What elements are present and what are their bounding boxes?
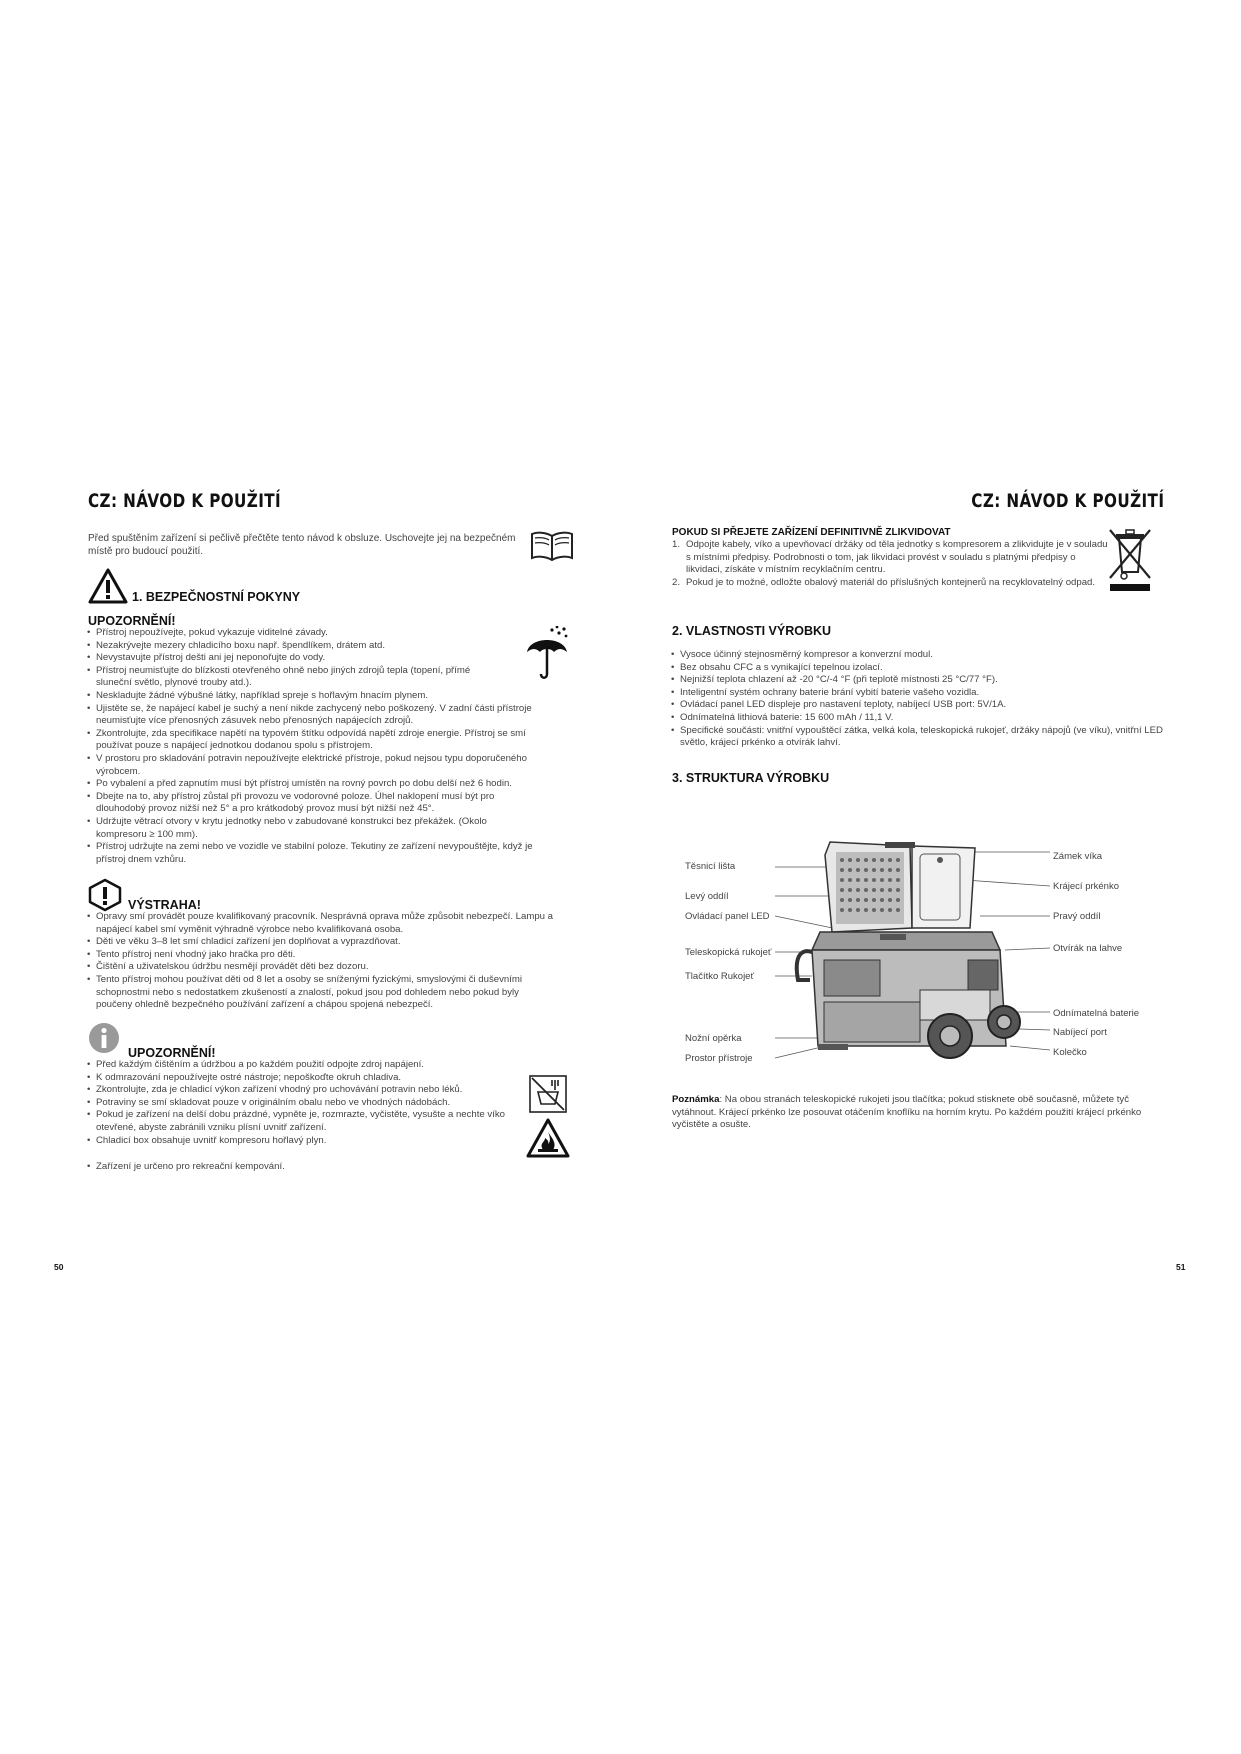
page-number: 50	[54, 1262, 64, 1272]
cooler-diagram	[770, 840, 1050, 1070]
page-number: 51	[1176, 1262, 1186, 1272]
notice-heading: UPOZORNĚNÍ!	[128, 1046, 216, 1060]
list-item: • Zkontrolujte, zda je chladicí výkon zařízení vhodný pro uchovávání potravin nebo léků.	[86, 1084, 516, 1097]
list-item: • Tento přístroj mohou používat děti od 8 let a osoby se sníženými fyzickými, smyslovými či duševními schopnostmi nebo s nedostatkem zkušeností a znalostí, pokud jsou pod dohledem nebo pokud byly poučeny ohledně bezpečného používání zařízení a chápou spojená nebezpečí.	[86, 974, 551, 1012]
list-item: • Nezakrývejte mezery chladicího boxu např. špendlíkem, drátem atd.	[86, 640, 551, 653]
label-telescopic-handle: Teleskopická rukojeť	[685, 947, 772, 958]
info-circle-icon	[88, 1022, 120, 1054]
notice-list	[86, 1059, 516, 1147]
list-item: • Přístroj nepoužívejte, pokud vykazuje viditelné závady.	[86, 627, 551, 640]
list-item: • Zařízení je určeno pro rekreační kempování.	[86, 1161, 516, 1174]
label-charging-port: Nabíjecí port	[1053, 1027, 1107, 1038]
flammable-warning-icon	[526, 1118, 570, 1158]
label-right-compartment: Pravý oddíl	[1053, 911, 1101, 922]
label-bottle-opener: Otvírák na lahve	[1053, 943, 1123, 954]
section3-heading: 3. STRUKTURA VÝROBKU	[672, 771, 830, 785]
list-item: • Čištění a uživatelskou údržbu nesmějí provádět děti bez dozoru.	[86, 961, 556, 974]
note-label: Poznámka	[672, 1094, 720, 1105]
list-item: • Pokud je zařízení na delší dobu prázdné, vypněte je, rozmrazte, vyčistěte, vysušte a nechte víko otevřené, abyste zabránili vzniku plísní uvnitř zařízení.	[86, 1109, 516, 1134]
no-food-contact-icon	[528, 1074, 568, 1114]
list-item: • Udržujte větrací otvory v krytu jednotky nebo v zabudované konstrukci bez překážek. (Okolo kompresoru ≥ 100 mm).	[86, 816, 526, 841]
label-left-compartment: Levý oddíl	[685, 891, 729, 902]
section1-heading: 1. BEZPEČNOSTNÍ POKYNY	[132, 590, 301, 604]
list-item: • Opravy smí provádět pouze kvalifikovaný pracovník. Nesprávná oprava může způsobit nebezpečí. Lampu a napájecí kabel smí vyměnit výhradně výrobce nebo kvalifikovaná osoba.	[86, 911, 556, 936]
list-item: • Bez obsahu CFC a s vynikající tepelnou izolací.	[670, 662, 1170, 675]
disposal-heading: POKUD SI PŘEJETE ZAŘÍZENÍ DEFINITIVNĚ ZLIKVIDOVAT	[672, 527, 951, 538]
warning-heading: UPOZORNĚNÍ!	[88, 614, 176, 628]
warning-list	[86, 627, 551, 866]
label-device-space: Prostor přístroje	[685, 1053, 753, 1064]
caution-exclamation-icon	[88, 878, 122, 912]
list-item: • Chladicí box obsahuje uvnitř kompresoru hořlavý plyn.	[86, 1135, 516, 1148]
list-item: • Neskladujte žádné výbušné látky, například spreje s hořlavým hnacím plynem.	[86, 690, 551, 703]
list-item: • Odnímatelná lithiová baterie: 15 600 mAh / 11,1 V.	[670, 712, 1170, 725]
manual-book-icon	[530, 530, 574, 562]
list-item: • Inteligentní systém ochrany baterie brání vybití baterie vašeho vozidla.	[670, 687, 1170, 700]
caution-heading: VÝSTRAHA!	[128, 898, 201, 912]
left-page	[0, 0, 620, 1754]
list-item: 1. Odpojte kabely, víko a upevňovací držáky od těla jednotky s kompresorem a zlikvidujte je v souladu s místními předpisy. Podrobnosti o tom, jak likvidaci provést v souladu s platnými předpisy o likvidaci, získáte v místním recyklačním centru.	[672, 539, 1108, 576]
list-item: • Potraviny se smí skladovat pouze v originálním obalu nebo ve vhodných nádobách.	[86, 1097, 516, 1110]
page-title: CZ: NÁVOD K POUŽITÍ	[88, 490, 282, 512]
label-led-panel: Ovládací panel LED	[685, 911, 770, 922]
intro-text: Před spuštěním zařízení si pečlivě přečtěte tento návod k obsluze. Uschovejte jej na bezpečném místě pro budoucí použití.	[88, 533, 516, 557]
notice-last-list	[86, 1161, 516, 1174]
warning-triangle-icon	[88, 568, 128, 604]
label-wheel: Kolečko	[1053, 1047, 1087, 1058]
list-item: • Zkontrolujte, zda specifikace napětí na typovém štítku odpovídá napětí zdroje energie. Přístroj se smí používat pouze s napájecí jednotkou dodanou spolu s přístrojem.	[86, 728, 551, 753]
list-item: 2. Pokud je to možné, odložte obalový materiál do příslušných kontejnerů na recyklovatelný odpad.	[672, 576, 1096, 588]
label-seal-strip: Těsnicí lišta	[685, 861, 736, 872]
label-footrest: Nožní opěrka	[685, 1033, 742, 1044]
list-item: • Tento přístroj není vhodný jako hračka pro děti.	[86, 949, 556, 962]
label-lid-lock: Zámek víka	[1053, 851, 1103, 862]
weee-crossed-bin-icon	[1107, 526, 1153, 594]
label-removable-battery: Odnímatelná baterie	[1053, 1008, 1140, 1019]
list-item: • Nejnižší teplota chlazení až -20 °C/-4 °F (při teplotě místnosti 25 °C/77 °F).	[670, 674, 1170, 687]
list-item: • K odmrazování nepoužívejte ostré nástroje; nepoškoďte okruh chladiva.	[86, 1072, 516, 1085]
features-list	[670, 649, 1170, 750]
caution-list	[86, 911, 556, 1012]
list-item: • Po vybalení a před zapnutím musí být přístroj umístěn na rovný povrch po dobu delší než 6 hodin.	[86, 778, 551, 791]
list-item: • Přístroj neumisťujte do blízkosti otevřeného ohně nebo jiných zdrojů tepla (topení, přímé sluneční světlo, plynové trouby atd.).	[86, 665, 496, 690]
list-item: • Ujistěte se, že napájecí kabel je suchý a není nikde zachycený nebo poškozený. V zadní části přístroje neumisťujte více přenosných zásuvek nebo přenosných napájecích zdrojů.	[86, 703, 551, 728]
list-item: • Ovládací panel LED displeje pro nastavení teploty, nabíjecí USB port: 5V/1A.	[670, 699, 1170, 712]
list-item: • Specifické součásti: vnitřní vypouštěcí zátka, velká kola, teleskopická rukojeť, držáky nápojů (ve víku), vnitřní LED světlo, krájecí prkénko a otvírák lahví.	[670, 725, 1170, 750]
label-cutting-board: Krájecí prkénko	[1053, 881, 1120, 892]
list-item: • Před každým čištěním a údržbou a po každém použití odpojte zdroj napájení.	[86, 1059, 516, 1072]
list-item: • Děti ve věku 3–8 let smí chladicí zařízení jen doplňovat a vyprazdňovat.	[86, 936, 556, 949]
right-page	[620, 0, 1240, 1754]
list-item: • Přístroj udržujte na zemi nebo ve vozidle ve stabilní poloze. Tekutiny ze zařízení nevypouštějte, když je přístroj dnem vzhůru.	[86, 841, 551, 866]
list-item: • Dbejte na to, aby přístroj zůstal při provozu ve vodorovné poloze. Úhel naklopení musí být pro dlouhodobý provoz nižší než 5° a pro krátkodobý provoz musí být nižší než 45°.	[86, 791, 536, 816]
label-handle-button: Tlačítko Rukojeť	[685, 971, 755, 982]
note-paragraph	[672, 1094, 1142, 1132]
list-item: • Vysoce účinný stejnosměrný kompresor a konverzní modul.	[670, 649, 1170, 662]
disposal-list	[672, 539, 1112, 589]
list-item: • V prostoru pro skladování potravin nepoužívejte elektrické přístroje, pokud nejsou typu doporučeného výrobcem.	[86, 753, 556, 778]
note-text: : Na obou stranách teleskopické rukojeti jsou tlačítka; pokud stisknete obě současně, můžete tyč vytáhnout. Krájecí prkénko lze posouvat otáčením knoflíku na horním krytu. Po každém použití krájecí prkénko vyčistěte a osušte.	[672, 1094, 1142, 1131]
page-title: CZ: NÁVOD K POUŽITÍ	[970, 490, 1164, 512]
section2-heading: 2. VLASTNOSTI VÝROBKU	[672, 624, 832, 638]
list-item: • Nevystavujte přístroj dešti ani jej neponořujte do vody.	[86, 652, 551, 665]
